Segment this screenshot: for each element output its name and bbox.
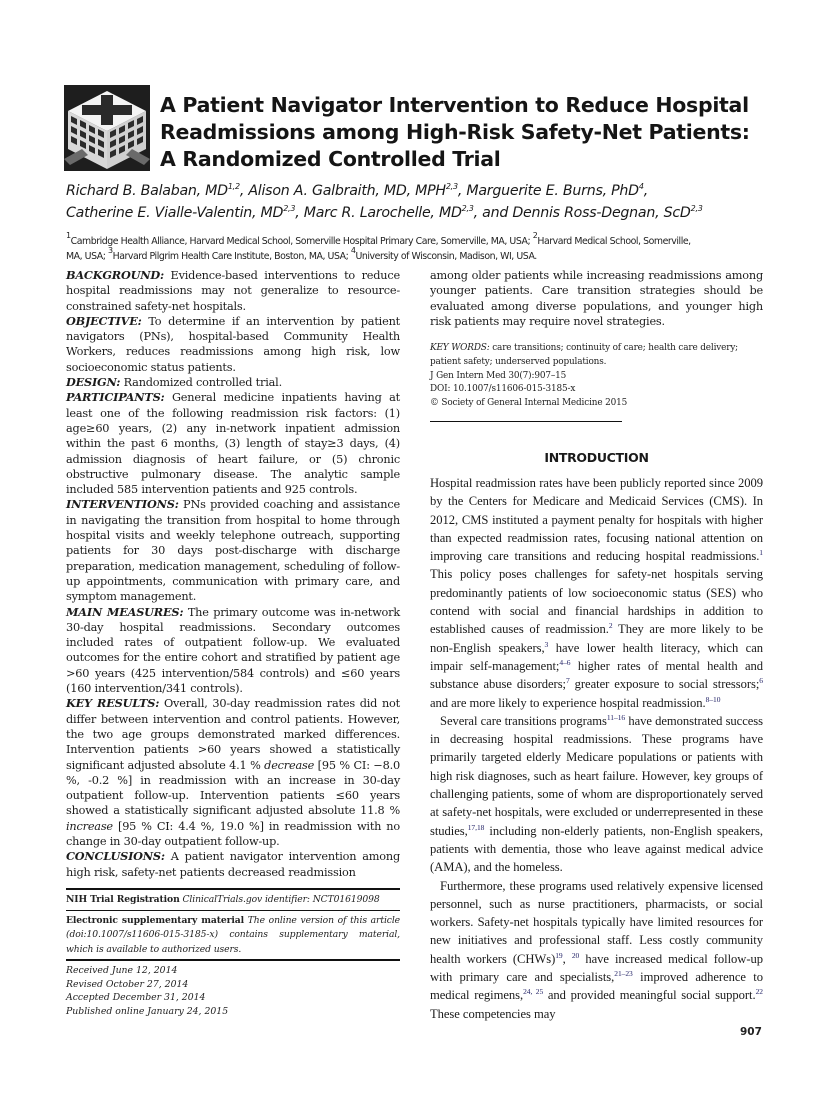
introduction-body — [430, 474, 763, 1023]
affiliation-text: MA, USA; — [66, 251, 108, 262]
section-label: KEY RESULTS: — [66, 696, 160, 711]
abstract-design — [66, 375, 400, 390]
paragraph-text: They are more likely to be non-English speakers, — [430, 622, 763, 655]
supplementary-material — [66, 911, 400, 960]
affiliation-text: Harvard Medical School, Somerville, — [537, 236, 691, 247]
author-name: Catherine E. Vialle-Valentin, MD — [66, 205, 284, 221]
author-name: Richard B. Balaban, MD — [66, 183, 228, 199]
author-separator: , — [239, 183, 249, 199]
conclusions-continued: among older patients while increasing readmissions among younger patients. Care transition strategies should be evaluated among diverse populations, and younger high risk patients may require novel strategies. — [430, 269, 763, 328]
hospital-building-cross-icon — [64, 85, 150, 171]
abstract-main-measures — [66, 605, 400, 697]
paragraph-text: and are more likely to experience hospital readmission. — [430, 695, 706, 710]
affiliation-marker: 1 — [66, 231, 71, 240]
author-separator: , and — [473, 205, 513, 221]
author-name: Marc R. Larochelle, MD — [303, 205, 462, 221]
citation-link[interactable]: 3 — [544, 639, 549, 649]
citation-link[interactable]: 21–23 — [614, 969, 633, 979]
paragraph-text: greater exposure to social stressors; — [569, 677, 760, 692]
divider — [430, 421, 622, 422]
page-number: 907 — [740, 1026, 762, 1038]
affiliations — [66, 231, 778, 264]
paragraph — [430, 474, 763, 712]
author-separator: , — [295, 205, 304, 221]
paragraph — [430, 712, 763, 877]
abstract-interventions — [66, 497, 400, 604]
note-label: Electronic supplementary material — [66, 914, 245, 926]
note-label: NIH Trial Registration — [66, 894, 180, 905]
trial-registration — [66, 890, 400, 910]
affiliation-text: Harvard Pilgrim Health Care Institute, Boston, MA, USA; — [112, 251, 351, 262]
journal-logo — [64, 85, 150, 171]
keywords-text: care transitions; continuity of care; health care delivery; patient safety; underserved populations. — [430, 343, 739, 367]
section-text: A patient navigator intervention among high risk, safety-net patients decreased readmission — [66, 850, 400, 879]
date-received: Received June 12, 2014 — [66, 965, 178, 976]
section-label: PARTICIPANTS: — [66, 390, 165, 405]
abstract-continuation — [430, 268, 763, 329]
copyright: © Society of General Internal Medicine 2015 — [430, 398, 628, 409]
paragraph-text: Several care transitions programs — [440, 713, 607, 728]
section-text: Overall, 30-day readmission rates did not differ between intervention and control patients. However, the two age groups demonstrated marked differences. Intervention patients >60 years showed a statistically significant adjusted absolute 4.1 % — [66, 697, 400, 772]
citation-link[interactable]: 6 — [759, 676, 763, 686]
author-separator: , — [457, 183, 467, 199]
section-label: INTERVENTIONS: — [66, 497, 179, 512]
author-affiliation-marker: 2,3 — [445, 182, 458, 191]
citation-link[interactable]: 19 — [555, 950, 563, 960]
citation-link[interactable]: 8–10 — [705, 694, 721, 704]
abstract — [66, 268, 400, 880]
author-separator: , — [643, 183, 648, 199]
author-affiliation-marker: 1,2 — [227, 182, 240, 191]
journal-citation: J Gen Intern Med 30(7):907–15 — [430, 370, 567, 381]
citation-link[interactable]: 4–6 — [559, 657, 571, 667]
paragraph-text: These competencies may — [430, 1006, 556, 1021]
section-label: MAIN MEASURES: — [66, 604, 184, 619]
section-text: Randomized controlled trial. — [120, 376, 282, 390]
title-line: A Randomized Controlled Trial — [160, 147, 501, 171]
author-affiliation-marker: 2,3 — [690, 204, 703, 213]
keywords-label: KEY WORDS: — [430, 343, 490, 353]
doi[interactable]: DOI: 10.1007/s11606-015-3185-x — [430, 384, 576, 395]
abstract-participants — [66, 390, 400, 497]
article-title — [160, 92, 760, 173]
paragraph-text: including non-elderly patients, non-English speakers, patients with dementia, those who leave against medical advice (AMA), and the homeless. — [430, 823, 763, 875]
author-affiliation-marker: 4 — [638, 182, 644, 191]
section-text: The primary outcome was in-network 30-day hospital readmissions. Secondary outcomes included rates of outpatient follow-up. We evaluated outcomes for the entire cohort and stratified by patient age >60 years (425 intervention/584 controls) and ≤60 years (160 intervention/341 controls). — [66, 605, 400, 696]
article-metadata — [430, 342, 763, 411]
abstract-conclusions — [66, 849, 400, 880]
keywords — [430, 342, 763, 370]
note-text: The online version of this article (doi:10.1007/s11606-015-3185-x) contains supplementary material, which is available to authorized users. — [66, 914, 401, 955]
note-text[interactable]: ClinicalTrials.gov identifier: NCT01619098 — [179, 894, 380, 905]
author-name: Marguerite E. Burns, PhD — [466, 183, 639, 199]
author-affiliation-marker: 2,3 — [283, 204, 296, 213]
paragraph-text: have lower health literacy, which can impair self-management; — [430, 640, 763, 673]
section-label: DESIGN: — [66, 375, 121, 390]
section-text: Evidence-based interventions to reduce hospital readmissions may not generalize to resource-constrained safety-net hospitals. — [66, 269, 400, 313]
author-name: Alison A. Galbraith, MD, MPH — [248, 183, 446, 199]
citation-link[interactable]: 11–16 — [606, 712, 626, 722]
section-text: [95 % CI: −8.0 %, -0.2 %] in readmission with an increase in 30-day outpatient follow-up. Intervention patients ≤60 years showed a statistically significant adjusted absolute 11.8 % — [66, 758, 400, 818]
section-label: OBJECTIVE: — [66, 313, 142, 328]
date-revised: Revised October 27, 2014 — [66, 978, 189, 990]
affiliation-text: University of Wisconsin, Madison, WI, USA. — [355, 251, 537, 262]
paragraph-text: Hospital readmission rates have been publicly reported since 2009 by the Centers for Medicare and Medicaid Services (CMS). In 2012, CMS instituted a payment penalty for hospitals with higher than expected readmission rates, focusing national attention on improving care transitions and reducing hospital readmissions. — [430, 476, 763, 564]
abstract-background — [66, 268, 400, 314]
paragraph-text: , — [562, 951, 572, 966]
article-notes — [66, 888, 400, 1018]
abstract-objective — [66, 314, 400, 375]
paragraph — [430, 877, 763, 1023]
section-heading: INTRODUCTION — [544, 450, 649, 465]
author-affiliation-marker: 2,3 — [461, 204, 474, 213]
date-accepted: Accepted December 31, 2014 — [66, 992, 206, 1003]
citation-link[interactable]: 1 — [759, 548, 763, 558]
article-dates — [66, 961, 400, 1018]
citation-link[interactable]: 20 — [571, 950, 580, 960]
section-label: CONCLUSIONS: — [66, 849, 165, 864]
paragraph-text: have demonstrated success in decreasing hospital readmissions. These programs have primarily targeted elderly Medicare populations or patients with high risk diagnoses, such as heart failure. However, key groups of challenging patients, some of whom are disproportionately served at safety-net hospitals, were excluded or underrepresented in these studies, — [430, 713, 763, 838]
abstract-key-results — [66, 696, 400, 849]
citation-link[interactable]: 7 — [566, 676, 570, 686]
affiliation-marker: 4 — [350, 246, 356, 255]
citation-link[interactable]: 22 — [755, 987, 763, 997]
affiliation-text: Cambridge Health Alliance, Harvard Medical School, Somerville Hospital Primary Care, Somerville, MA, USA; — [70, 236, 533, 247]
section-text: General medicine inpatients having at least one of the following readmission risk factors: (1) age≥60 years, (2) any in-network inpatient admission within the past 6 months, (3) length of stay≥3 days, (4) admission diagnosis of heart failure, or (5) chronic obstructive pulmonary disease. The analytic sample included 585 intervention patients and 925 controls. — [66, 391, 400, 497]
emphasis-text: increase — [66, 819, 113, 833]
paragraph-text: improved adherence to medical regimens, — [430, 970, 763, 1003]
citation-link[interactable]: 2 — [608, 621, 613, 631]
section-label: BACKGROUND: — [66, 268, 164, 282]
emphasis-text: decrease — [264, 758, 315, 772]
section-text: PNs provided coaching and assistance in navigating the transition from hospital to home through hospital visits and weekly telephone outreach, supporting patients for 30 days post-discharge with discharge preparation, medication management, scheduling of follow-up appointments, communication with primary care, and symptom management. — [66, 498, 400, 604]
title-line: Readmissions among High-Risk Safety-Net Patients: — [160, 120, 750, 144]
paragraph-text: and provided meaningful social support. — [543, 988, 756, 1003]
paragraph-text: This policy poses challenges for safety-net hospitals serving predominantly patients of low socioeconomic status (SES) who contend with social and financial hardships in addition to established causes of readmission. — [430, 567, 763, 637]
paragraph-text: Furthermore, these programs used relatively expensive licensed personnel, such as nurse practitioners, pharmacists, or social workers. Safety-net hospitals typically have limited resources for new initiatives and professional staff. Less costly community health workers (CHWs) — [430, 878, 763, 966]
citation-link[interactable]: 17,18 — [467, 822, 485, 832]
affiliation-marker: 3 — [107, 246, 113, 255]
author-list — [66, 180, 776, 224]
affiliation-marker: 2 — [532, 231, 538, 240]
section-text: [95 % CI: 4.4 %, 19.0 %] in readmission with no change in 30-day outpatient follow-up. — [66, 819, 400, 848]
section-text: To determine if an intervention by patient navigators (PNs), hospital-based Community Health Workers, reduces readmissions among high risk, low socioeconomic status patients. — [66, 314, 400, 374]
paragraph-text: have increased medical follow-up with primary care and specialists, — [430, 951, 763, 985]
paragraph-text: higher rates of mental health and substance abuse disorders; — [430, 658, 763, 692]
author-name: Dennis Ross-Degnan, ScD — [512, 205, 691, 221]
title-line: A Patient Navigator Intervention to Reduce Hospital — [160, 93, 749, 117]
date-published: Published online January 24, 2015 — [66, 1005, 229, 1017]
citation-link[interactable]: 24, 25 — [523, 987, 544, 997]
